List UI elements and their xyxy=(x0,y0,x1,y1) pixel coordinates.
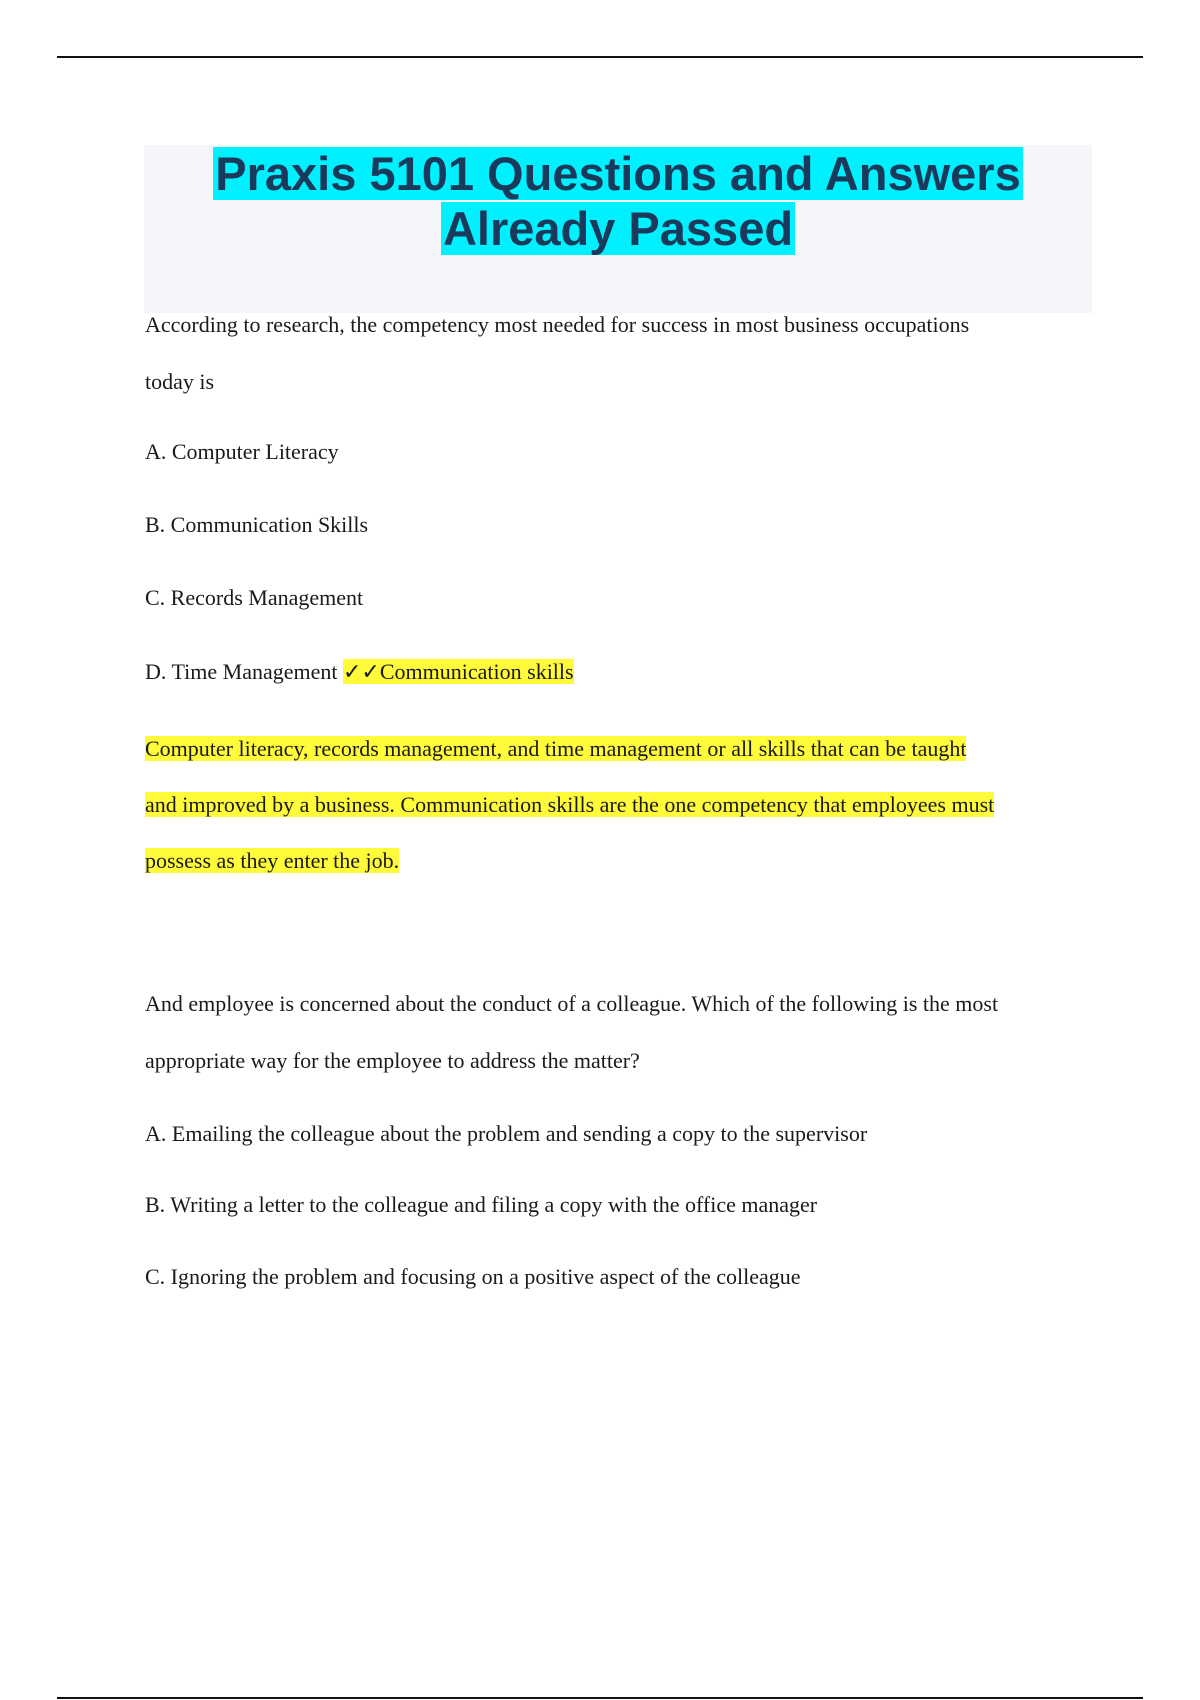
q1-explanation-line-2: and improved by a business. Communication skills are the one competency that employees must xyxy=(145,792,995,817)
bottom-rule xyxy=(57,1697,1143,1699)
document-title-line-1: Praxis 5101 Questions and Answers xyxy=(215,147,1021,200)
q1-explanation-line-1: Computer literacy, records management, and time management or all skills that can be taught xyxy=(145,736,967,761)
document-title-line-2: Already Passed xyxy=(442,202,794,255)
q1-option-d: D. Time Management xyxy=(145,659,338,684)
q1-explanation-line-3: possess as they enter the job. xyxy=(145,848,400,873)
q1-option-c: C. Records Management xyxy=(145,585,364,610)
q2-option-a: A. Emailing the colleague about the problem and sending a copy to the supervisor xyxy=(145,1121,868,1146)
top-rule xyxy=(57,56,1143,58)
q1-option-d-row xyxy=(145,658,574,686)
q1-option-a: A. Computer Literacy xyxy=(145,439,339,464)
q1-stem-line-2: today is xyxy=(145,369,215,394)
title-block xyxy=(144,145,1092,313)
q1-answer: ✓✓Communication skills xyxy=(343,659,574,684)
q2-stem-line-2: appropriate way for the employee to address the matter? xyxy=(145,1048,640,1073)
q1-stem-line-1: According to research, the competency most needed for success in most business occupations xyxy=(145,312,970,337)
q2-stem-line-1: And employee is concerned about the conduct of a colleague. Which of the following is the most xyxy=(145,991,999,1016)
q2-option-c: C. Ignoring the problem and focusing on a positive aspect of the colleague xyxy=(145,1264,801,1289)
q1-option-b: B. Communication Skills xyxy=(145,512,369,537)
q2-option-b: B. Writing a letter to the colleague and filing a copy with the office manager xyxy=(145,1192,818,1217)
